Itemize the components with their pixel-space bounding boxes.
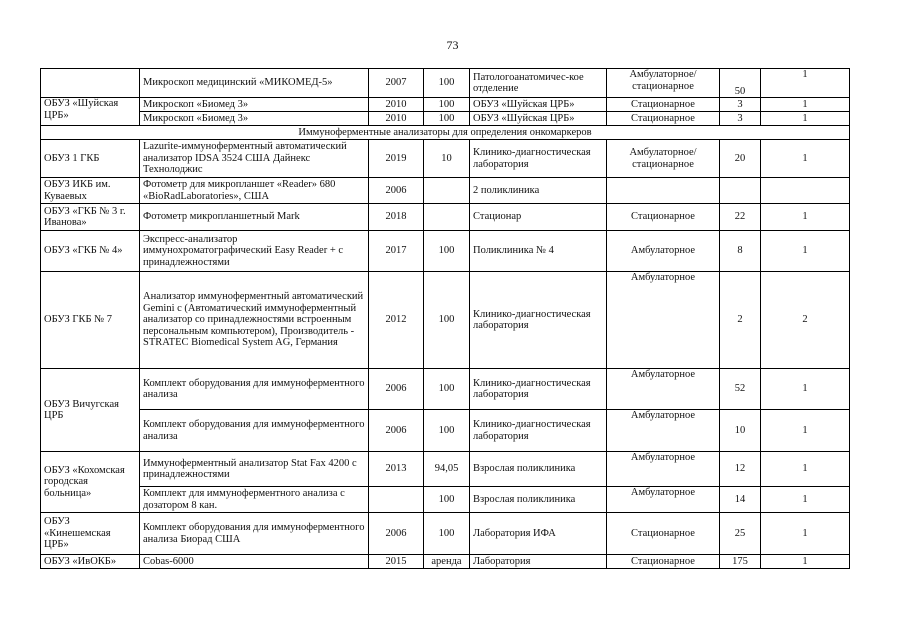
table-row	[41, 112, 850, 126]
equipment-cell: Микроскоп «Биомед 3»	[140, 98, 369, 112]
mode-cell: Амбулаторное	[607, 272, 720, 369]
mode-cell: Амбулаторное/ стационарное	[607, 140, 720, 178]
department-cell: Взрослая поликлиника	[470, 487, 607, 513]
table-row	[41, 204, 850, 231]
load-cell: 10	[720, 410, 761, 452]
table-row	[41, 487, 850, 513]
org-cell: ОБУЗ «Шуйская ЦРБ»	[41, 98, 140, 126]
load-cell: 14	[720, 487, 761, 513]
count-cell: 1	[761, 555, 850, 569]
load-cell: 50	[720, 69, 761, 98]
department-cell: Патологоанатомичес-кое отделение	[470, 69, 607, 98]
year-cell: 2018	[369, 204, 424, 231]
wear-cell: 100	[424, 231, 470, 272]
year-cell: 2017	[369, 231, 424, 272]
year-cell: 2006	[369, 410, 424, 452]
table-row	[41, 410, 850, 452]
mode-cell: Амбулаторное	[607, 487, 720, 513]
count-cell: 1	[761, 369, 850, 410]
mode-cell: Стационарное	[607, 555, 720, 569]
department-cell: Поликлиника № 4	[470, 231, 607, 272]
equipment-cell: Анализатор иммуноферментный автоматический Gemini с (Автоматический иммуноферментный анализатор со принадлежностями встроенным персональным компьютером), Производитель - STRATEC Biomedical System AG, Германия	[140, 272, 369, 369]
load-cell: 175	[720, 555, 761, 569]
wear-cell	[424, 178, 470, 204]
equipment-cell: Фотометр микропланшетный Mark	[140, 204, 369, 231]
equipment-cell: Иммуноферментный анализатор Stat Fax 4200 с принадлежностями	[140, 452, 369, 487]
count-cell: 1	[761, 98, 850, 112]
count-cell: 1	[761, 140, 850, 178]
load-cell: 20	[720, 140, 761, 178]
load-cell: 25	[720, 513, 761, 555]
org-cell: ОБУЗ «ГКБ № 4»	[41, 231, 140, 272]
equipment-cell: Экспресс-анализатор иммунохроматографический Easy Reader + с принадлежностями	[140, 231, 369, 272]
count-cell: 1	[761, 410, 850, 452]
wear-cell: 100	[424, 272, 470, 369]
year-cell: 2006	[369, 369, 424, 410]
count-cell: 1	[761, 69, 850, 98]
department-cell: Клинико-диагностическая лаборатория	[470, 272, 607, 369]
org-cell: ОБУЗ «ГКБ № 3 г. Иванова»	[41, 204, 140, 231]
mode-cell: Стационарное	[607, 513, 720, 555]
department-cell: Лаборатория	[470, 555, 607, 569]
mode-cell: Амбулаторное	[607, 410, 720, 452]
table-row	[41, 231, 850, 272]
equipment-cell: Микроскоп «Биомед 3»	[140, 112, 369, 126]
wear-cell: 100	[424, 98, 470, 112]
table-row	[41, 369, 850, 410]
count-cell: 1	[761, 231, 850, 272]
count-cell	[761, 178, 850, 204]
org-cell: ОБУЗ «Кохомская городская больница»	[41, 452, 140, 513]
table-row	[41, 98, 850, 112]
year-cell: 2010	[369, 112, 424, 126]
count-cell: 1	[761, 112, 850, 126]
equipment-cell: Lazurite-иммуноферментный автоматический анализатор IDSA 3524 США Дайнекс Технолоджис	[140, 140, 369, 178]
mode-cell: Стационарное	[607, 112, 720, 126]
wear-cell: аренда	[424, 555, 470, 569]
equipment-cell: Комплект для иммуноферментного анализа с дозатором 8 кан.	[140, 487, 369, 513]
org-cell: ОБУЗ «ИвОКБ»	[41, 555, 140, 569]
count-cell: 2	[761, 272, 850, 369]
load-cell: 3	[720, 98, 761, 112]
section-title: Иммуноферментные анализаторы для определения онкомаркеров	[41, 126, 850, 140]
department-cell: Стационар	[470, 204, 607, 231]
year-cell: 2013	[369, 452, 424, 487]
wear-cell: 100	[424, 410, 470, 452]
year-cell: 2006	[369, 178, 424, 204]
mode-cell: Амбулаторное/ стационарное	[607, 69, 720, 98]
mode-cell: Амбулаторное	[607, 452, 720, 487]
department-cell: Лаборатория ИФА	[470, 513, 607, 555]
org-cell: ОБУЗ 1 ГКБ	[41, 140, 140, 178]
table-row	[41, 452, 850, 487]
mode-cell	[607, 178, 720, 204]
mode-cell: Стационарное	[607, 204, 720, 231]
org-cell: ОБУЗ «Кинешемская ЦРБ»	[41, 513, 140, 555]
table-row	[41, 140, 850, 178]
wear-cell: 100	[424, 69, 470, 98]
table-row	[41, 555, 850, 569]
table-row	[41, 513, 850, 555]
load-cell: 52	[720, 369, 761, 410]
equipment-table	[40, 68, 850, 569]
equipment-cell: Cobas-6000	[140, 555, 369, 569]
mode-cell: Стационарное	[607, 98, 720, 112]
load-cell	[720, 178, 761, 204]
equipment-cell: Комплект оборудования для иммуноферментного анализа	[140, 410, 369, 452]
year-cell: 2006	[369, 513, 424, 555]
year-cell: 2019	[369, 140, 424, 178]
wear-cell	[424, 204, 470, 231]
department-cell: ОБУЗ «Шуйская ЦРБ»	[470, 98, 607, 112]
table-row	[41, 272, 850, 369]
count-cell: 1	[761, 452, 850, 487]
wear-cell: 100	[424, 513, 470, 555]
load-cell: 12	[720, 452, 761, 487]
org-cell	[41, 69, 140, 98]
department-cell: Клинико-диагностическая лаборатория	[470, 140, 607, 178]
load-cell: 22	[720, 204, 761, 231]
org-cell: ОБУЗ ИКБ им. Куваевых	[41, 178, 140, 204]
department-cell: 2 поликлиника	[470, 178, 607, 204]
department-cell: Клинико-диагностическая лаборатория	[470, 410, 607, 452]
load-cell: 8	[720, 231, 761, 272]
equipment-cell: Фотометр для микропланшет «Reader» 680 «BioRadLaboratories», США	[140, 178, 369, 204]
mode-cell: Амбулаторное	[607, 369, 720, 410]
load-cell: 3	[720, 112, 761, 126]
year-cell: 2015	[369, 555, 424, 569]
department-cell: ОБУЗ «Шуйская ЦРБ»	[470, 112, 607, 126]
org-cell: ОБУЗ ГКБ № 7	[41, 272, 140, 369]
equipment-cell: Комплект оборудования для иммуноферментного анализа	[140, 369, 369, 410]
wear-cell: 100	[424, 487, 470, 513]
table-row	[41, 178, 850, 204]
wear-cell: 10	[424, 140, 470, 178]
mode-cell: Амбулаторное	[607, 231, 720, 272]
wear-cell: 100	[424, 112, 470, 126]
department-cell: Взрослая поликлиника	[470, 452, 607, 487]
year-cell: 2010	[369, 98, 424, 112]
count-cell: 1	[761, 513, 850, 555]
year-cell: 2007	[369, 69, 424, 98]
page-number: 73	[446, 38, 459, 52]
year-cell: 2012	[369, 272, 424, 369]
year-cell	[369, 487, 424, 513]
table-row	[41, 69, 850, 98]
equipment-cell: Комплект оборудования для иммуноферментного анализа Биорад США	[140, 513, 369, 555]
wear-cell: 100	[424, 369, 470, 410]
department-cell: Клинико-диагностическая лаборатория	[470, 369, 607, 410]
count-cell: 1	[761, 204, 850, 231]
load-cell: 2	[720, 272, 761, 369]
org-cell: ОБУЗ Вичугская ЦРБ	[41, 369, 140, 452]
wear-cell: 94,05	[424, 452, 470, 487]
section-header-row	[41, 126, 850, 140]
count-cell: 1	[761, 487, 850, 513]
equipment-cell: Микроскоп медицинский «МИКОМЕД-5»	[140, 69, 369, 98]
